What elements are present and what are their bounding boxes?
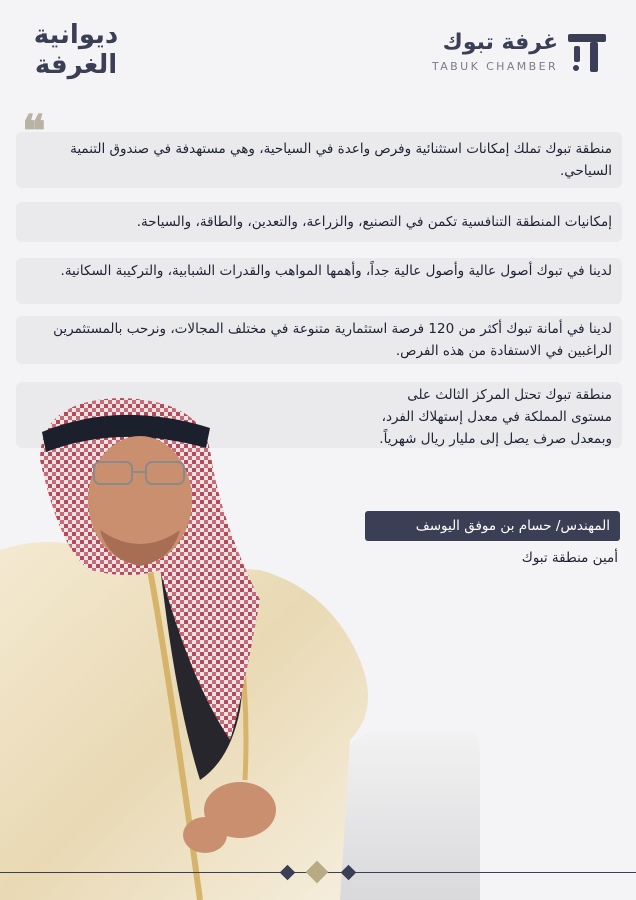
statement-3: لدينا في تبوك أصول عالية وأصول عالية جداً، وأهمها المواهب والقدرات الشبابية، والتركيبة السكانية. [16, 258, 622, 304]
chamber-logo-icon [564, 30, 610, 76]
diwaniya-logo [26, 20, 126, 80]
speaker-title: أمين منطقة تبوك [521, 550, 618, 566]
speaker-portrait [0, 380, 480, 900]
chamber-name-en: TABUK CHAMBER [431, 60, 558, 73]
statement-4: لدينا في أمانة تبوك أكثر من 120 فرصة استثمارية متنوعة في مختلف المجالات، ونرحب بالمستثمرين الراغبين في الاستفادة من هذه الفرص. [16, 316, 622, 364]
statement-5: منطقة تبوك تحتل المركز الثالث على مستوى المملكة في معدل إستهلاك الفرد، وبمعدل صرف يصل إلى مليار ريال شهرياً. [16, 382, 622, 448]
tabuk-chamber-logo [410, 28, 610, 78]
diwaniya-line1: ديوانية [33, 20, 119, 50]
statement-1: منطقة تبوك تملك إمكانات استثنائية وفرص واعدة في السياحية، وهي مستهدفة في صندوق التنمية السياحي. [16, 132, 622, 188]
statement-2: إمكانيات المنطقة التنافسية تكمن في التصنيع، والزراعة، والتعدين، والطاقة، والسياحة. [16, 202, 622, 242]
chamber-name-ar: غرفة تبوك [442, 30, 558, 55]
speaker-name: المهندس/ حسام بن موفق اليوسف [365, 511, 620, 541]
diwaniya-line2: الغرفة [34, 50, 118, 80]
